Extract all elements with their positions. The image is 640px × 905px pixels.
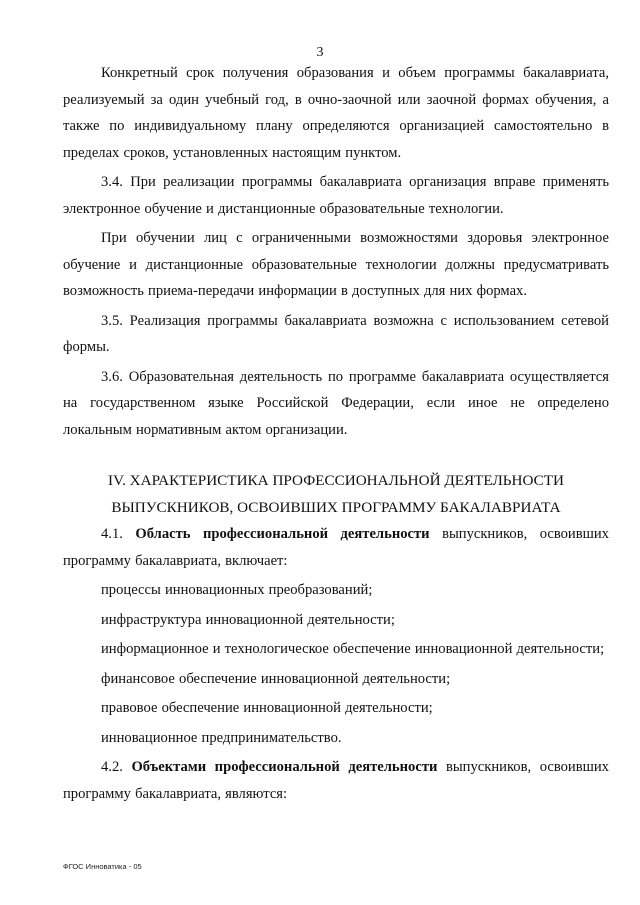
page-number: 3	[316, 45, 324, 60]
paragraph-4-2	[63, 754, 609, 807]
section-heading-line-1: IV. ХАРАКТЕРИСТИКА ПРОФЕССИОНАЛЬНОЙ ДЕЯТЕЛЬНОСТИ	[108, 472, 564, 489]
list-item: процессы инновационных преобразований;	[101, 582, 373, 598]
paragraph-3-4: 3.4. При реализации программы бакалавриата организация вправе применять электронное обучение и дистанционные образовательные технологии.	[63, 174, 609, 217]
item-4-1-number: 4.1.	[101, 526, 123, 542]
footer-label: ФГОС Инноватика - 05	[63, 862, 142, 871]
list-item: финансовое обеспечение инновационной деятельности;	[101, 670, 451, 687]
section-heading-line-2: ВЫПУСКНИКОВ, ОСВОИВШИХ ПРОГРАММУ БАКАЛАВРИАТА	[111, 499, 561, 516]
paragraph-3-5: 3.5. Реализация программы бакалавриата возможна с использованием сетевой формы.	[63, 312, 609, 355]
section-heading	[63, 467, 609, 521]
paragraph-3-6: 3.6. Образовательная деятельность по программе бакалавриата осуществляется на государственном языке Российской Федерации, если иное не определено локальным нормативным актом организации.	[63, 368, 609, 438]
paragraph-study-period: Конкретный срок получения образования и объем программы бакалавриата, реализуемый за один учебный год, в очно-заочной или заочной формах обучения, а также по индивидуальному плану определяются организацией самостоятельно в пределах сроков, установленных настоящим пунктом.	[63, 65, 609, 161]
item-4-2-number: 4.2.	[101, 759, 123, 775]
item-4-2-bold: Объектами профессиональной деятельности	[131, 759, 438, 775]
paragraph-4-1	[63, 521, 609, 574]
paragraph-disabilities: При обучении лиц с ограниченными возможностями здоровья электронное обучение и дистанционные образовательные технологии должны предусматривать возможность приема-передачи информации в доступных для них формах.	[63, 230, 609, 299]
item-4-1-rest: выпускников, освоивших программу бакалавриата, включает:	[63, 526, 609, 569]
document-body	[63, 60, 609, 807]
list-item: правовое обеспечение инновационной деятельности;	[101, 700, 433, 716]
list-item: информационное и технологическое обеспечение инновационной деятельности;	[101, 641, 605, 657]
list-item: инфраструктура инновационной деятельности;	[101, 611, 395, 628]
item-4-2-rest: выпускников, освоивших программу бакалавриата, являются:	[63, 759, 609, 802]
list-item: инновационное предпринимательство.	[101, 729, 342, 746]
item-4-1-bold: Область профессиональной деятельности	[135, 526, 430, 542]
